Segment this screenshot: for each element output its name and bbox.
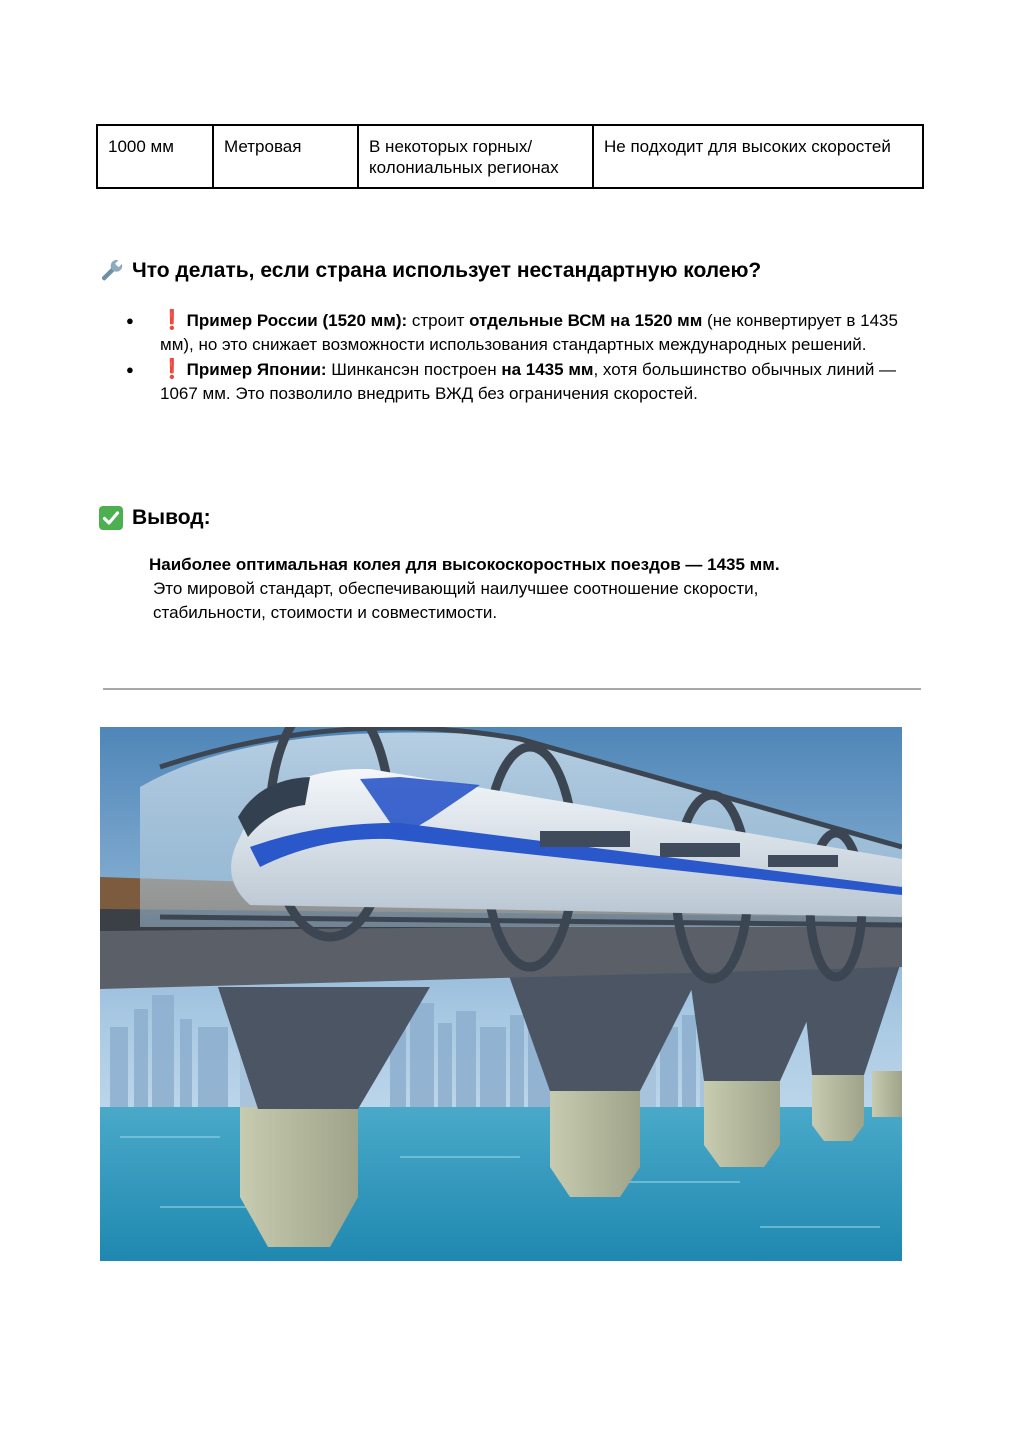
section-heading-conclusion <box>98 504 211 532</box>
item-text: (не конвертирует в 1435 мм), но это снижает возможности использования стандартных международных решений. <box>160 311 898 354</box>
item-bold: на 1435 мм <box>501 360 594 379</box>
bullet: ● <box>126 362 134 377</box>
item-bold: отдельные ВСМ на 1520 мм <box>469 311 703 330</box>
table-cell-usage: В некоторых горных/колониальных регионах <box>358 125 593 188</box>
check-mark-icon <box>98 505 124 531</box>
conclusion-block <box>149 553 849 625</box>
section-title: Вывод: <box>132 506 211 529</box>
item-lead: Пример Японии: <box>186 360 327 379</box>
conclusion-strong: Наиболее оптимальная колея для высокоскоростных поездов — 1435 мм. <box>149 555 780 574</box>
item-lead: Пример России (1520 мм): <box>186 311 408 330</box>
section-title: Что делать, если страна использует нестандартную колею? <box>132 259 762 282</box>
train-tube-illustration <box>100 727 902 1261</box>
item-text: , хотя большинство обычных линий — 1067 мм. Это позволило внедрить ВЖД без ограничения скоростей. <box>160 360 897 403</box>
wrench-icon <box>98 258 124 284</box>
table-row <box>97 125 923 188</box>
horizontal-rule <box>103 688 921 690</box>
item-text: строит <box>407 311 470 330</box>
conclusion-text: Это мировой стандарт, обеспечивающий наилучшее соотношение скорости, стабильности, стоимости и совместимости. <box>153 579 759 622</box>
examples-list <box>126 309 926 407</box>
table-cell-gauge: 1000 мм <box>97 125 213 188</box>
exclamation-icon: ❗ <box>160 359 184 380</box>
gauge-table <box>96 124 924 189</box>
exclamation-icon: ❗ <box>160 310 184 331</box>
table-cell-name: Метровая <box>213 125 358 188</box>
section-heading-nonstandard <box>98 257 761 285</box>
item-text: Шинкансэн построен <box>326 360 502 379</box>
list-item <box>126 358 926 405</box>
list-item <box>126 309 926 356</box>
bullet: ● <box>126 313 134 328</box>
table-cell-note: Не подходит для высоких скоростей <box>593 125 923 188</box>
